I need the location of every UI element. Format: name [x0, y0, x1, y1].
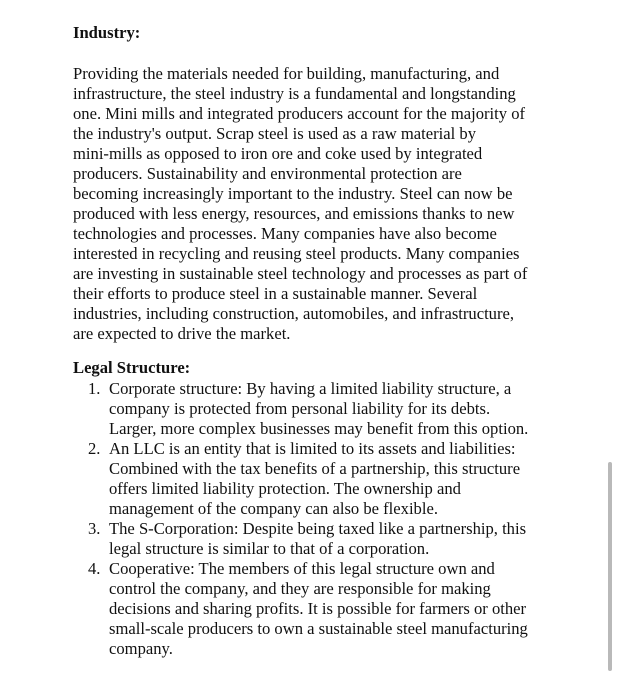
list-item-number: 2.	[88, 439, 101, 458]
list-item-line: management of the company can also be flexible.	[109, 499, 438, 518]
list-item-line: small-scale producers to own a sustainable steel manufacturing	[109, 619, 528, 638]
paragraph-line: industries, including construction, automobiles, and infrastructure,	[73, 304, 515, 323]
vertical-scrollbar-thumb[interactable]	[608, 462, 612, 671]
paragraph-line: one. Mini mills and integrated producers account for the majority of	[73, 104, 526, 123]
list-item-line: The S-Corporation: Despite being taxed like a partnership, this	[109, 519, 527, 538]
list-item-line: Larger, more complex businesses may benefit from this option.	[109, 419, 529, 438]
list-item-line: company.	[109, 639, 173, 658]
list-item-line: Combined with the tax benefits of a partnership, this structure	[109, 459, 521, 478]
paragraph-line: mini-mills as opposed to iron ore and coke used by integrated	[73, 144, 483, 163]
list-item-corporate	[88, 379, 558, 439]
paragraph-line: interested in recycling and reusing steel products. Many companies	[73, 244, 520, 263]
industry-heading: Industry:	[73, 23, 141, 42]
list-item-llc	[88, 439, 558, 519]
list-item-line: decisions and sharing profits. It is possible for farmers or other	[109, 599, 527, 618]
list-item-line: An LLC is an entity that is limited to its assets and liabilities:	[109, 439, 516, 458]
list-item-line: company is protected from personal liability for its debts.	[109, 399, 491, 418]
legal-structure-list	[88, 379, 558, 659]
list-item-line: offers limited liability protection. The ownership and	[109, 479, 461, 498]
paragraph-line: are expected to drive the market.	[73, 324, 291, 343]
paragraph-line: technologies and processes. Many companies have also become	[73, 224, 497, 243]
legal-structure-heading: Legal Structure:	[73, 358, 191, 377]
list-item-line: control the company, and they are responsible for making	[109, 579, 491, 598]
list-item-cooperative	[88, 559, 558, 659]
paragraph-line: are investing in sustainable steel technology and processes as part of	[73, 264, 528, 283]
list-item-line: Cooperative: The members of this legal structure own and	[109, 559, 495, 578]
list-item-line: legal structure is similar to that of a corporation.	[109, 539, 430, 558]
list-item-number: 4.	[88, 559, 101, 578]
list-item-s-corporation	[88, 519, 558, 559]
list-item-line: Corporate structure: By having a limited liability structure, a	[109, 379, 512, 398]
list-item-number: 3.	[88, 519, 101, 538]
paragraph-line: producers. Sustainability and environmental protection are	[73, 164, 462, 183]
paragraph-line: becoming increasingly important to the industry. Steel can now be	[73, 184, 513, 203]
paragraph-line: their efforts to produce steel in a sustainable manner. Several	[73, 284, 478, 303]
list-item-number: 1.	[88, 379, 101, 398]
paragraph-line: the industry's output. Scrap steel is used as a raw material by	[73, 124, 476, 143]
paragraph-line: Providing the materials needed for building, manufacturing, and	[73, 64, 500, 83]
paragraph-line: produced with less energy, resources, and emissions thanks to new	[73, 204, 515, 223]
industry-paragraph	[73, 64, 553, 344]
paragraph-line: infrastructure, the steel industry is a fundamental and longstanding	[73, 84, 516, 103]
